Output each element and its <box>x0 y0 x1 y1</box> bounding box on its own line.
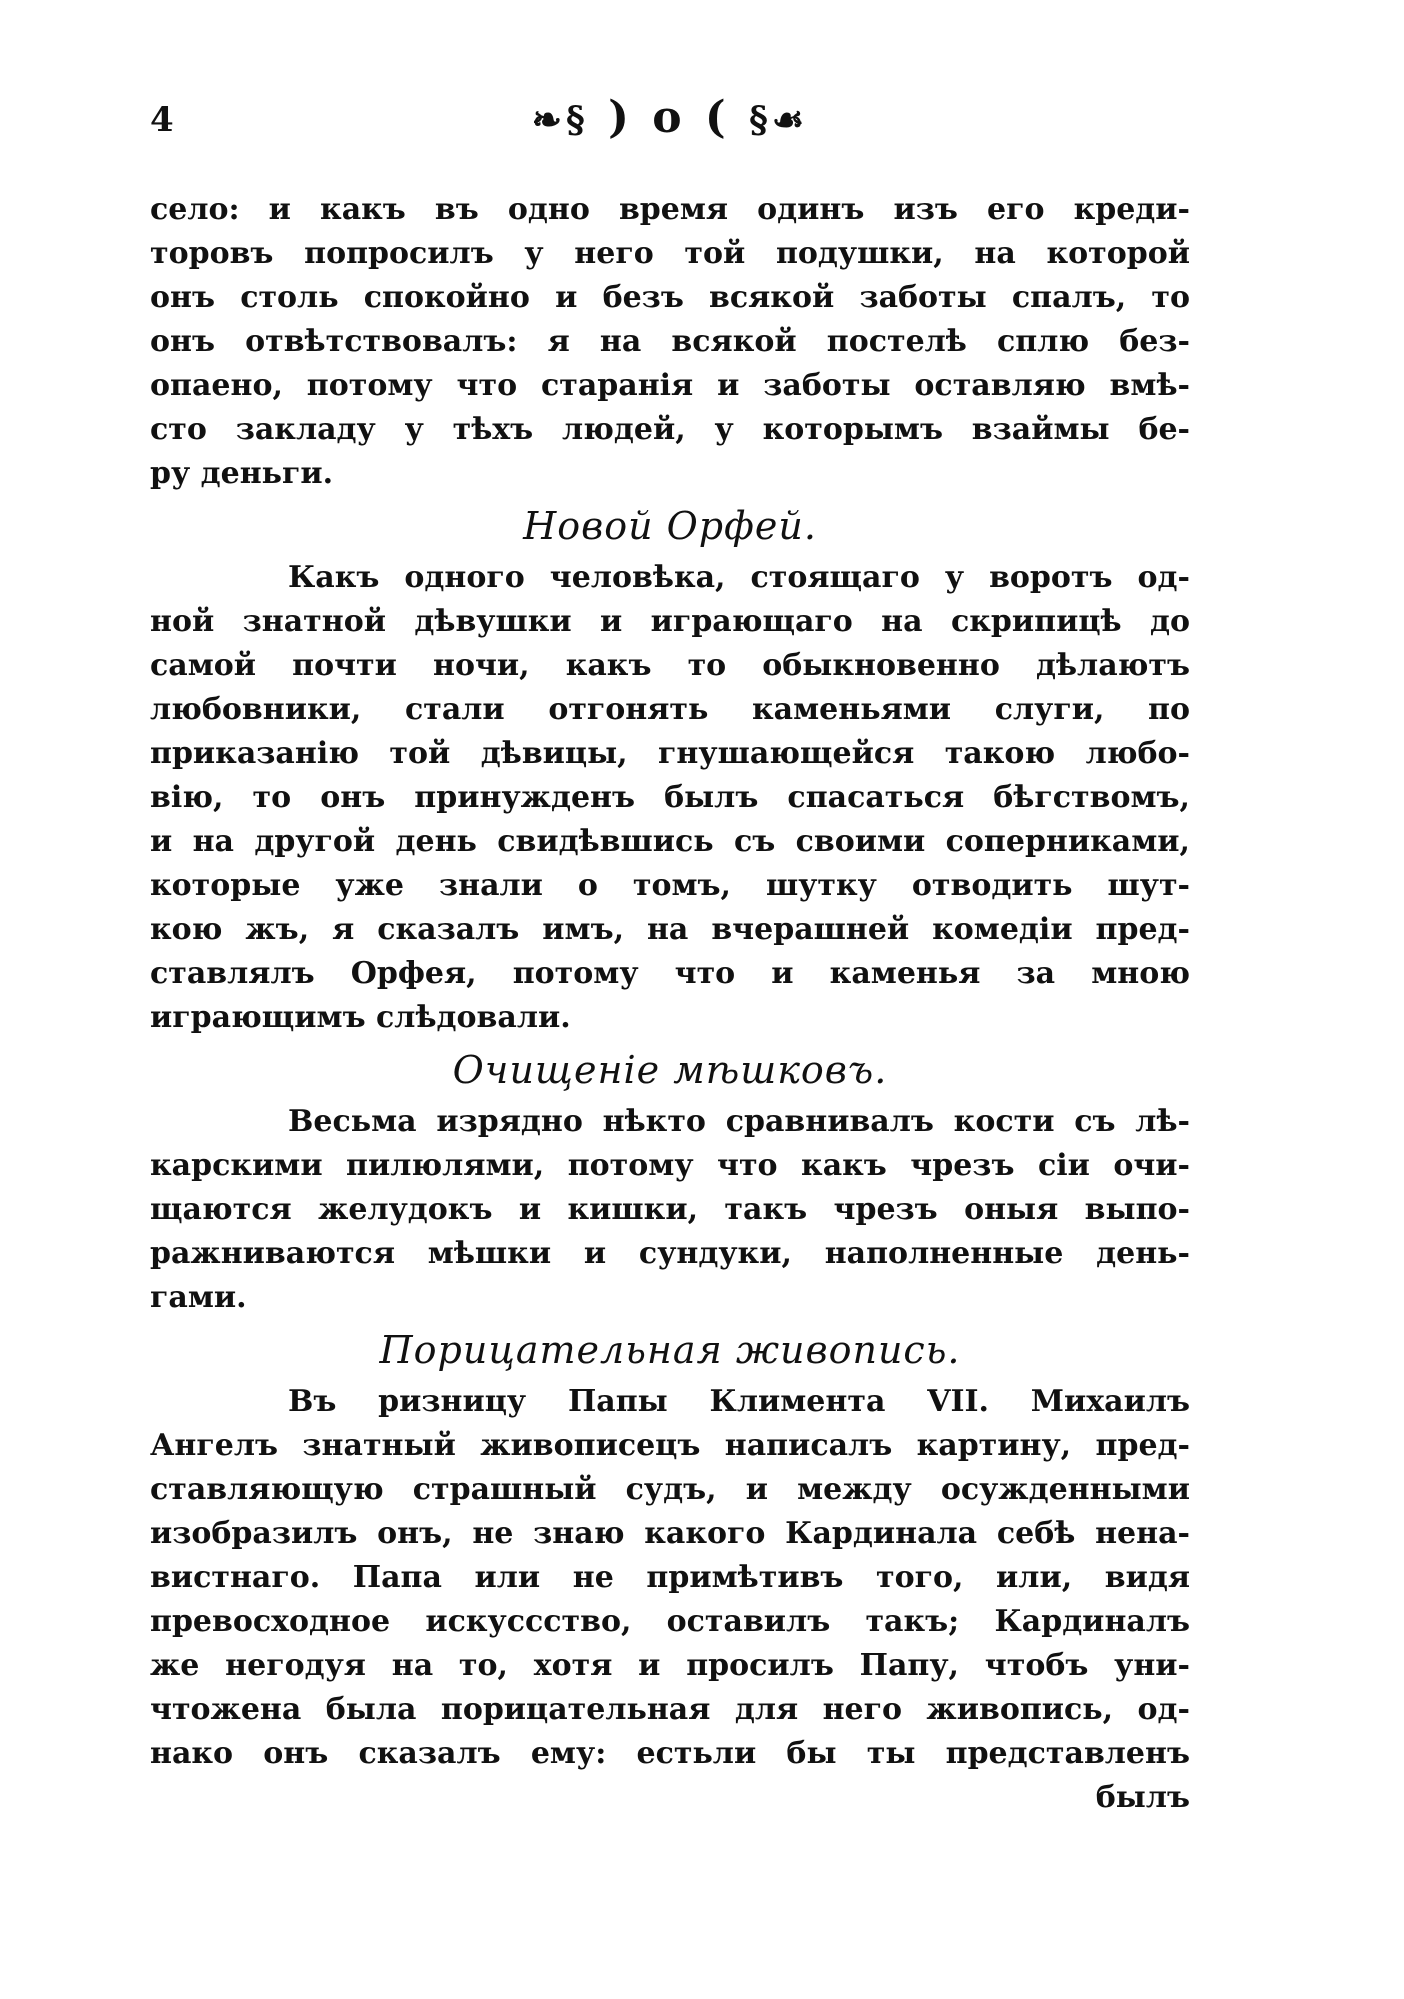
text-line: играющимъ слѣдовали. <box>150 1000 571 1035</box>
text-line: которые уже знали о томъ, шутку отводить шут- <box>150 868 1190 903</box>
text-line: сто закладу у тѣхъ людей, у которымъ взаймы бе- <box>150 412 1190 447</box>
fleuron-left-icon: ❧§ <box>531 99 589 141</box>
text-line: ру деньги. <box>150 456 334 491</box>
text-line: карскими пилюлями, потому что какъ чрезъ сіи очи- <box>150 1148 1190 1183</box>
text-line: Въ ризницу Папы Климента VII. Михаилъ <box>288 1384 1190 1419</box>
page-header <box>150 92 1190 152</box>
text-line: изобразилъ онъ, не знаю какого Кардинала себѣ нена- <box>150 1516 1190 1551</box>
text-line: вію, то онъ принужденъ былъ спасаться бѣгствомъ, <box>150 780 1190 815</box>
text-line: Какъ одного человѣка, стоящаго у воротъ од- <box>288 560 1190 595</box>
text-line: Весьма изрядно нѣкто сравнивалъ кости съ лѣ- <box>288 1104 1190 1139</box>
text-line: село: и какъ въ одно время одинъ изъ его креди- <box>150 192 1190 227</box>
text-line: же негодуя на то, хотя и просилъ Папу, чтобъ уни- <box>150 1648 1190 1683</box>
section-heading: Порицательная живопись. <box>379 1328 961 1372</box>
text-line: онъ столь спокойно и безъ всякой заботы спалъ, то <box>150 280 1190 315</box>
text-line: кою жъ, я сказалъ имъ, на вчерашней комедіи пред- <box>150 912 1190 947</box>
text-line: торовъ попросилъ у него той подушки, на которой <box>150 236 1190 271</box>
text-line: вистнаго. Папа или не примѣтивъ того, или, видя <box>150 1560 1190 1595</box>
page-number: 4 <box>150 100 174 140</box>
text-line: ной знатной дѣвушки и играющаго на скрипицѣ до <box>150 604 1190 639</box>
text-line: самой почти ночи, какъ то обыкновенно дѣлаютъ <box>150 648 1190 683</box>
text-line: и на другой день свидѣвшись съ своими соперниками, <box>150 824 1190 859</box>
text-line: ражниваются мѣшки и сундуки, наполненные день- <box>150 1236 1190 1271</box>
text-line: ставляющую страшный судъ, и между осужденными <box>150 1472 1190 1507</box>
body-text <box>150 188 1190 1820</box>
text-line: гами. <box>150 1280 247 1315</box>
text-line: опаено, потому что старанія и заботы оставляю вмѣ- <box>150 368 1190 403</box>
text-line: любовники, стали отгонять каменьями слуги, по <box>150 692 1190 727</box>
ornament-center: ) o ( <box>608 92 730 143</box>
catchword: былъ <box>1095 1780 1190 1815</box>
section-heading: Очищеніе мѣшковъ. <box>452 1048 888 1092</box>
text-line: приказанію той дѣвицы, гнушающейся такою любо- <box>150 736 1190 771</box>
text-line: нако онъ сказалъ ему: естьли бы ты представленъ <box>150 1736 1190 1771</box>
text-line: чтожена была порицательная для него живопись, од- <box>150 1692 1190 1727</box>
section-heading: Новой Орфей. <box>523 504 817 548</box>
text-line: превосходное искуссство, оставилъ такъ; Кардиналъ <box>150 1604 1190 1639</box>
text-line: щаются желудокъ и кишки, такъ чрезъ оныя выпо- <box>150 1192 1190 1227</box>
text-line: онъ отвѣтствовалъ: я на всякой постелѣ сплю без- <box>150 324 1190 359</box>
text-line: Ангелъ знатный живописецъ написалъ картину, пред- <box>150 1428 1190 1463</box>
fleuron-right-icon: §☙ <box>749 99 809 141</box>
header-ornament <box>510 92 830 143</box>
text-line: ставлялъ Орфея, потому что и каменья за мною <box>150 956 1190 991</box>
